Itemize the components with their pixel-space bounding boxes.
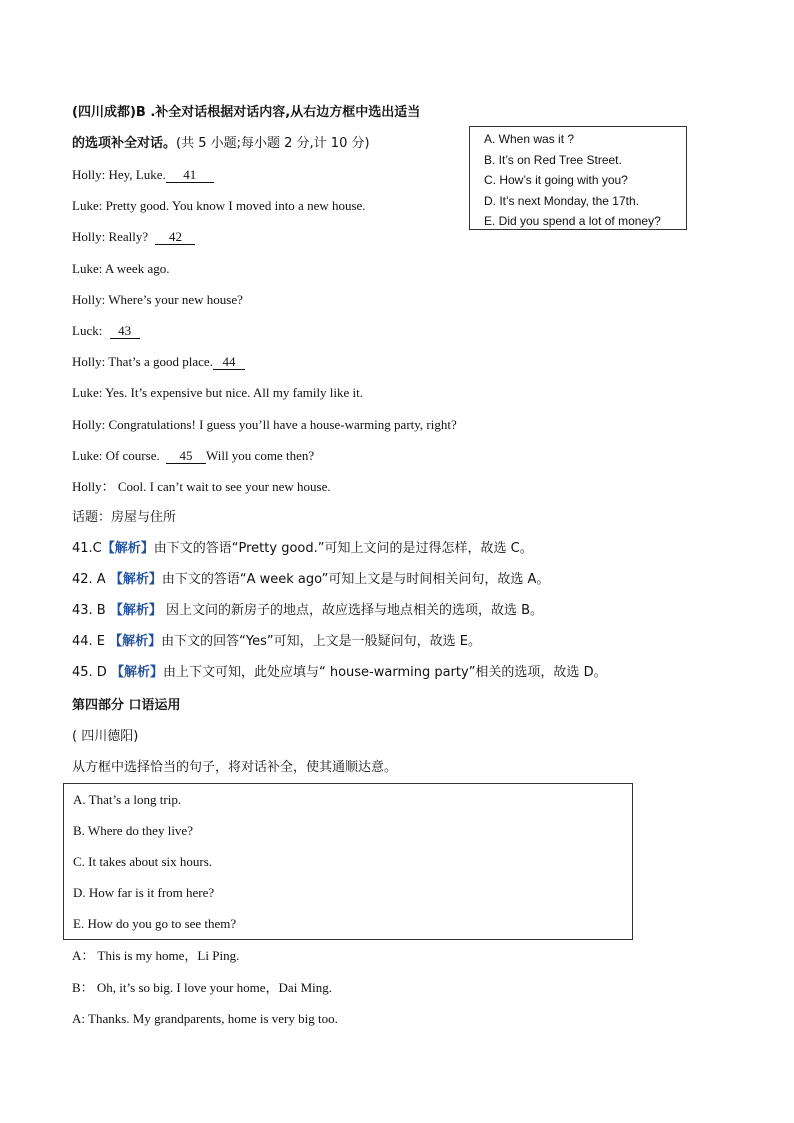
answer-text: 由下文的答语“A week ago”可知上文是与时间相关问句，故选 A。	[161, 572, 550, 587]
dialogue-text: Luck:	[72, 323, 103, 338]
answer-43	[72, 603, 543, 619]
answer-text: 由下文的答语“Pretty good.”可知上文问的是过得怎样，故选 C。	[153, 541, 533, 556]
dialogue-line: Holly: Congratulations! I guess you’ll have a house-warming party, right?	[72, 417, 457, 432]
option-a: A. When was it ?	[484, 132, 575, 146]
analysis-tag: 【解析】	[109, 572, 162, 587]
dialogue-text: Will you come then?	[205, 448, 315, 463]
part4-dialogue-line: A： This is my home，Li Ping.	[72, 948, 240, 963]
answer-number: 42. A	[72, 572, 110, 587]
answer-42	[72, 572, 549, 588]
part4-instruction: 从方框中选择恰当的句子，将对话补全，使其通顺达意。	[72, 760, 398, 775]
dialogue-line: Luke: Pretty good. You know I moved into a new house.	[72, 198, 366, 213]
dialogue-text: Holly: Hey, Luke.	[72, 167, 166, 182]
dialogue-text: Luke: Of course.	[72, 448, 160, 463]
analysis-tag: 【解析】	[101, 541, 154, 556]
dialogue-line	[72, 323, 140, 339]
part4-source: ( 四川德阳)	[72, 729, 139, 744]
option-c: C. How’s it going with you?	[484, 173, 628, 187]
answer-41	[72, 541, 533, 557]
part4-dialogue-line: B： Oh, it’s so big. I love your home，Dai Ming.	[72, 980, 332, 995]
part4-option-b: B. Where do they live?	[73, 823, 193, 838]
dialogue-line: Luke: A week ago.	[72, 261, 170, 276]
topic-label: 话题：房屋与住所	[72, 510, 177, 525]
analysis-tag: 【解析】	[109, 603, 162, 618]
section-heading-bold: 的选项补全对话。	[72, 136, 177, 151]
blank-42: 42	[155, 229, 195, 245]
answer-number: 44. E	[72, 634, 110, 649]
blank-43: 43	[110, 323, 140, 339]
part4-option-a: A. That’s a long trip.	[73, 792, 182, 807]
part4-dialogue-line: A: Thanks. My grandparents, home is very big too.	[72, 1011, 338, 1026]
section-heading-line2	[72, 136, 370, 152]
analysis-tag: 【解析】	[110, 665, 163, 680]
blank-45: 45	[166, 448, 206, 464]
dialogue-line: Holly: Where’s your new house?	[72, 292, 243, 307]
dialogue-line: Luke: Yes. It’s expensive but nice. All my family like it.	[72, 385, 364, 400]
answer-text: 由下文的回答“Yes”可知，上文是一般疑问句，故选 E。	[161, 634, 481, 649]
answer-text: 由上下文可知，此处应填与“ house-warming party”相关的选项，故选 D。	[162, 665, 607, 680]
answer-number: 41.C	[72, 541, 102, 556]
section-heading	[72, 105, 420, 121]
answer-45	[72, 665, 607, 681]
part4-option-c: C. It takes about six hours.	[73, 854, 213, 869]
dialogue-line	[72, 448, 314, 464]
answer-44	[72, 634, 481, 650]
answer-text: 因上文问的新房子的地点，故应选择与地点相关的选项，故选 B。	[161, 603, 544, 618]
part4-option-d: D. How far is it from here?	[73, 885, 215, 900]
blank-44: 44	[213, 354, 245, 370]
section-heading-text: (四川成都)B .补全对话根据对话内容,从右边方框中选出适当	[72, 105, 421, 120]
answer-number: 43. B	[72, 603, 110, 618]
part4-options-box	[63, 783, 633, 940]
option-b: B. It’s on Red Tree Street.	[484, 153, 622, 167]
dialogue-line	[72, 229, 195, 245]
options-box	[469, 126, 687, 230]
dialogue-line: Holly： Cool. I can’t wait to see your new house.	[72, 479, 331, 494]
dialogue-text: Holly: Really?	[72, 229, 149, 244]
dialogue-line	[72, 354, 245, 370]
dialogue-text: Holly: That’s a good place.	[72, 354, 213, 369]
analysis-tag: 【解析】	[109, 634, 162, 649]
dialogue-line	[72, 167, 214, 183]
part4-option-e: E. How do you go to see them?	[73, 916, 237, 931]
blank-41: 41	[166, 167, 214, 183]
part4-title: 第四部分 口语运用	[72, 698, 181, 713]
answer-number: 45. D	[72, 665, 111, 680]
section-score-note: (共 5 小题;每小题 2 分,计 10 分)	[176, 136, 370, 151]
option-d: D. It’s next Monday, the 17th.	[484, 194, 639, 208]
option-e: E. Did you spend a lot of money?	[484, 214, 661, 228]
